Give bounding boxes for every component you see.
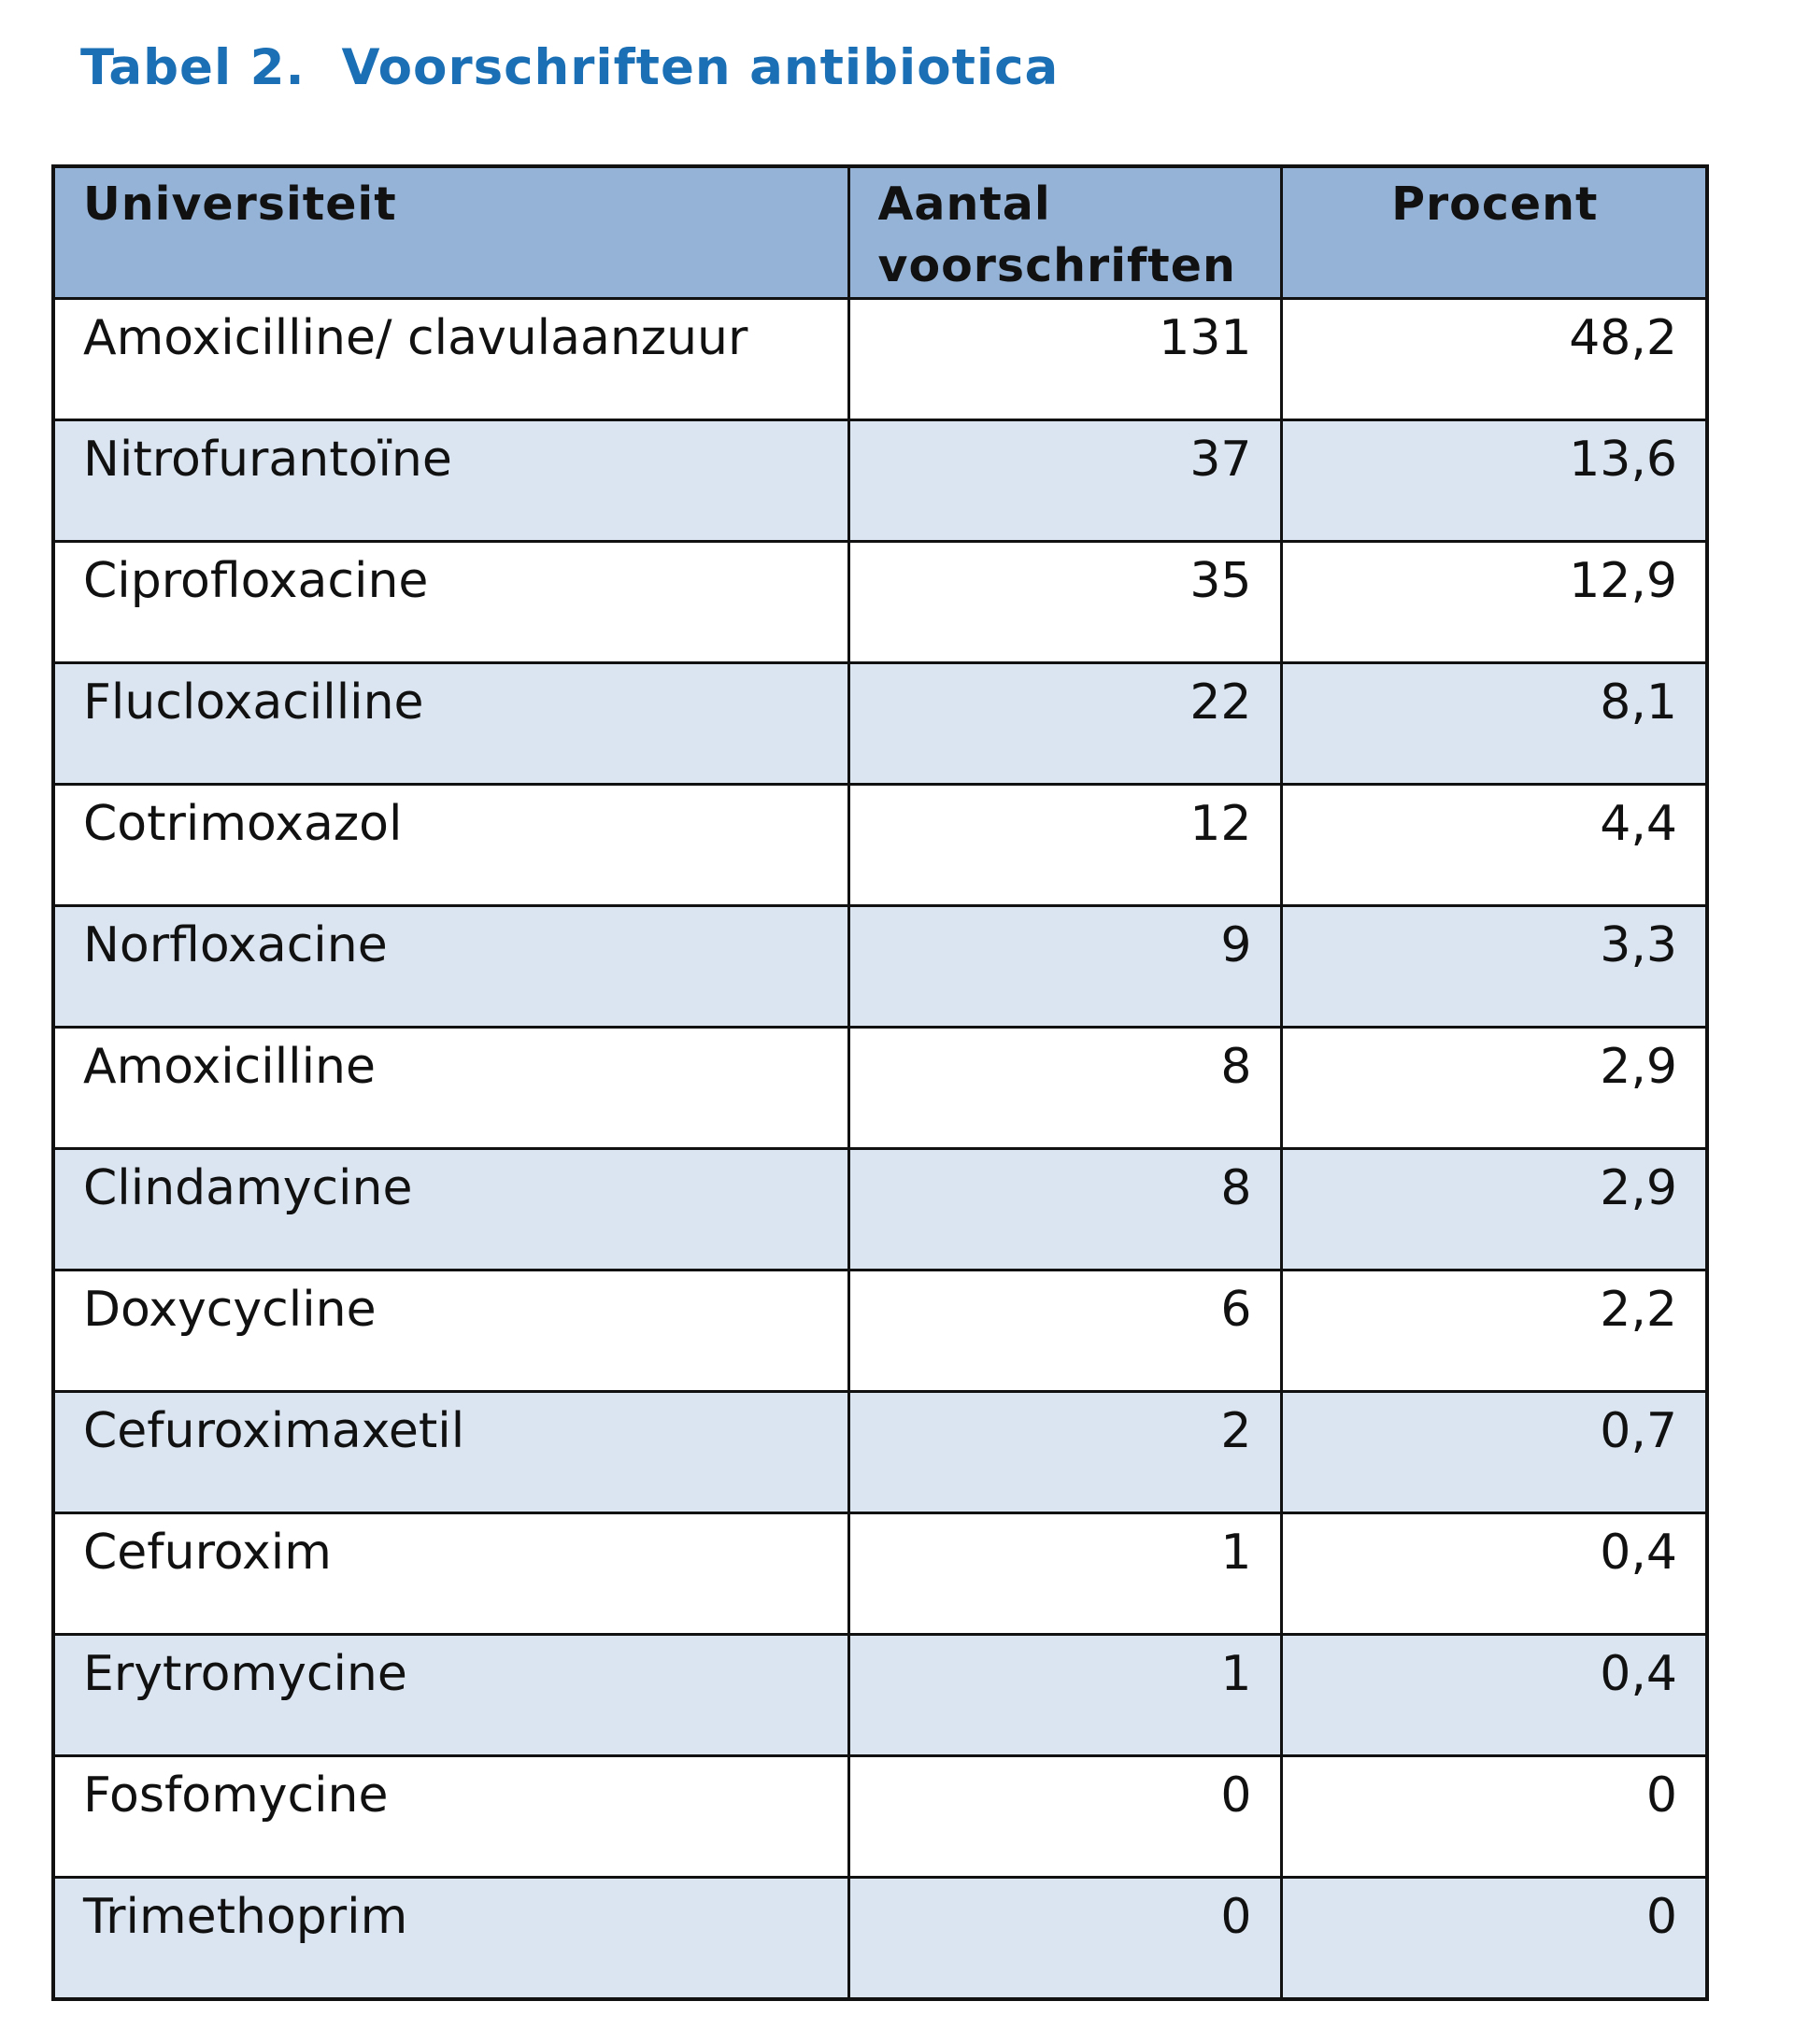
cell-antibiotic-name: Cefuroximaxetil: [53, 1392, 848, 1513]
table-title: Tabel 2. Voorschriften antibiotica: [80, 39, 1060, 96]
cell-percent: 2,9: [1281, 1028, 1707, 1149]
cell-antibiotic-name: Nitrofurantoïne: [53, 420, 848, 542]
table-row: [53, 1270, 1707, 1392]
cell-prescription-count: 37: [848, 420, 1281, 542]
header-universiteit: Universiteit: [53, 166, 848, 299]
cell-prescription-count: 1: [848, 1635, 1281, 1756]
cell-percent: 0: [1281, 1878, 1707, 1999]
table-row: [53, 1635, 1707, 1756]
table-header-row: [53, 166, 1707, 299]
cell-antibiotic-name: Amoxicilline/ clavulaanzuur: [53, 299, 848, 420]
table-row: [53, 1513, 1707, 1635]
cell-percent: 4,4: [1281, 785, 1707, 906]
cell-percent: 0,4: [1281, 1513, 1707, 1635]
cell-percent: 0: [1281, 1756, 1707, 1878]
cell-antibiotic-name: Flucloxacilline: [53, 663, 848, 785]
cell-prescription-count: 8: [848, 1028, 1281, 1149]
header-procent: Procent: [1281, 166, 1707, 299]
cell-percent: 13,6: [1281, 420, 1707, 542]
cell-prescription-count: 6: [848, 1270, 1281, 1392]
table-row: [53, 1878, 1707, 1999]
cell-antibiotic-name: Doxycycline: [53, 1270, 848, 1392]
cell-prescription-count: 9: [848, 906, 1281, 1028]
table-row: [53, 1028, 1707, 1149]
cell-percent: 2,9: [1281, 1149, 1707, 1270]
cell-antibiotic-name: Ciprofloxacine: [53, 542, 848, 663]
antibiotics-table: [51, 164, 1709, 2001]
header-aantal-voorschriften: Aantal voorschriften: [848, 166, 1281, 299]
cell-antibiotic-name: Clindamycine: [53, 1149, 848, 1270]
cell-percent: 48,2: [1281, 299, 1707, 420]
table-row: [53, 785, 1707, 906]
cell-antibiotic-name: Norfloxacine: [53, 906, 848, 1028]
cell-percent: 12,9: [1281, 542, 1707, 663]
table-body: [53, 299, 1707, 1999]
table-row: [53, 420, 1707, 542]
cell-percent: 0,4: [1281, 1635, 1707, 1756]
cell-prescription-count: 12: [848, 785, 1281, 906]
cell-prescription-count: 0: [848, 1878, 1281, 1999]
cell-prescription-count: 35: [848, 542, 1281, 663]
table-row: [53, 299, 1707, 420]
cell-prescription-count: 22: [848, 663, 1281, 785]
cell-antibiotic-name: Amoxicilline: [53, 1028, 848, 1149]
cell-prescription-count: 131: [848, 299, 1281, 420]
cell-antibiotic-name: Cefuroxim: [53, 1513, 848, 1635]
cell-antibiotic-name: Cotrimoxazol: [53, 785, 848, 906]
cell-antibiotic-name: Fosfomycine: [53, 1756, 848, 1878]
table-row: [53, 663, 1707, 785]
cell-prescription-count: 1: [848, 1513, 1281, 1635]
cell-percent: 2,2: [1281, 1270, 1707, 1392]
cell-antibiotic-name: Trimethoprim: [53, 1878, 848, 1999]
cell-prescription-count: 0: [848, 1756, 1281, 1878]
cell-percent: 8,1: [1281, 663, 1707, 785]
table-row: [53, 1149, 1707, 1270]
cell-prescription-count: 2: [848, 1392, 1281, 1513]
cell-antibiotic-name: Erytromycine: [53, 1635, 848, 1756]
table-row: [53, 1392, 1707, 1513]
table-row: [53, 906, 1707, 1028]
cell-percent: 0,7: [1281, 1392, 1707, 1513]
table-row: [53, 542, 1707, 663]
table-row: [53, 1756, 1707, 1878]
cell-percent: 3,3: [1281, 906, 1707, 1028]
cell-prescription-count: 8: [848, 1149, 1281, 1270]
